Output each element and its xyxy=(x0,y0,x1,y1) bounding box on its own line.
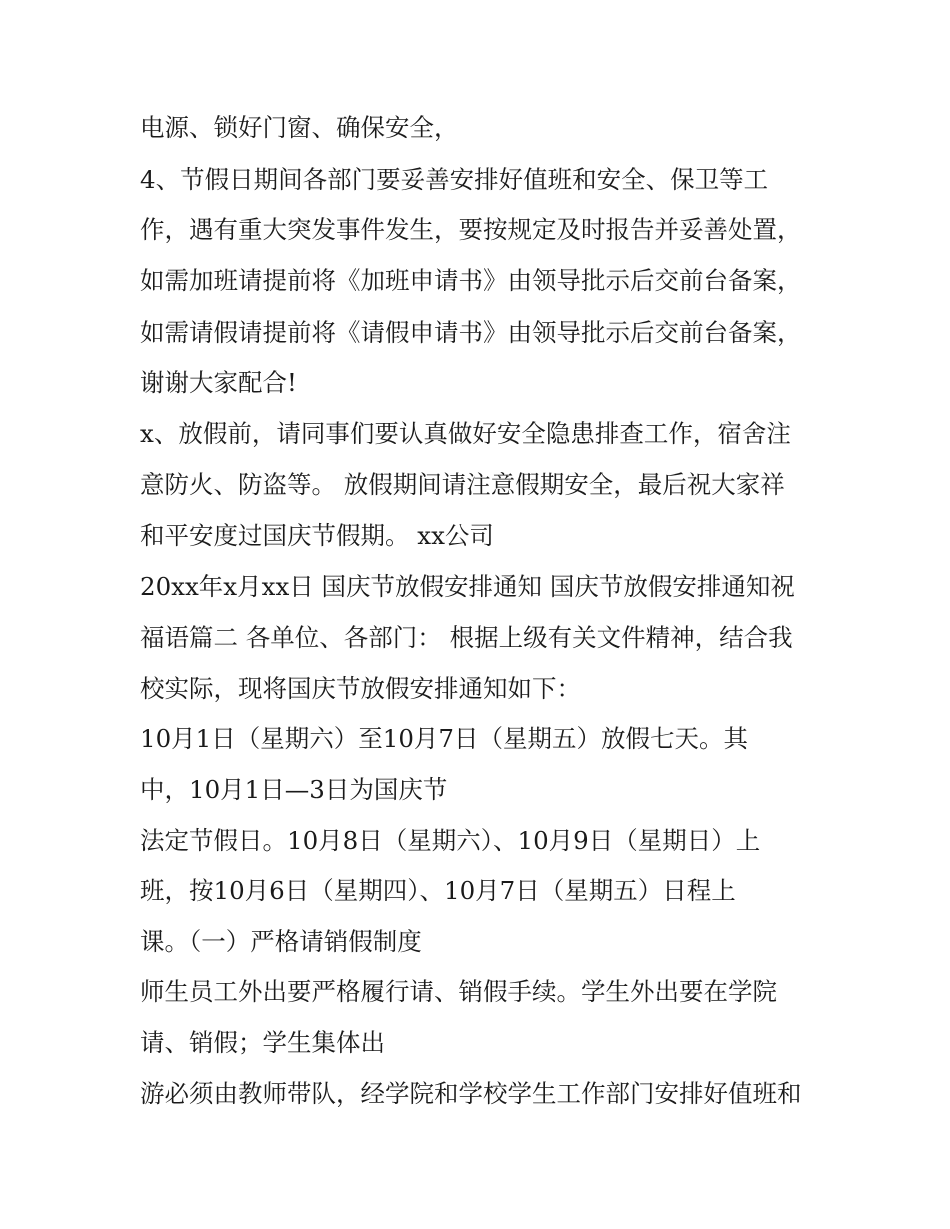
text-line: 法定节假日。10月8日（星期六）、10月9日（星期日）上 xyxy=(140,826,761,855)
text-line: 如需请假请提前将《请假申请书》由领导批示后交前台备案， xyxy=(140,318,802,347)
text-line: 意防火、防盗等。 放假期间请注意假期安全，最后祝大家祥 xyxy=(140,470,785,499)
text-line: 师生员工外出要严格履行请、销假手续。学生外出要在学院 xyxy=(140,977,777,1006)
text-line: 课。（一）严格请销假制度 xyxy=(140,927,422,956)
text-line: 谢谢大家配合! xyxy=(140,368,297,397)
text-line: 20xx年x月xx日 国庆节放假安排通知 国庆节放假安排通知祝 xyxy=(140,572,795,601)
text-line: 游必须由教师带队，经学院和学校学生工作部门安排好值班和 xyxy=(140,1079,802,1108)
text-line: 作，遇有重大突发事件发生，要按规定及时报告并妥善处置， xyxy=(140,215,802,244)
text-line: 福语篇二 各单位、各部门： 根据上级有关文件精神，结合我 xyxy=(140,623,793,652)
text-line: 校实际，现将国庆节放假安排通知如下： xyxy=(140,674,581,703)
text-line: 电源、锁好门窗、确保安全， xyxy=(140,113,459,142)
text-line: 和平安度过国庆节假期。 xx公司 xyxy=(140,521,494,550)
text-line: x、放假前，请同事们要认真做好安全隐患排查工作，宿舍注 xyxy=(140,419,791,448)
text-line: 班，按10月6日（星期四）、10月7日（星期五）日程上 xyxy=(140,876,736,905)
text-line: 请、销假；学生集体出 xyxy=(140,1028,385,1057)
text-line: 10月1日（星期六）至10月7日（星期五）放假七天。其 xyxy=(140,724,749,753)
text-line: 中，10月1日—3日为国庆节 xyxy=(140,775,448,804)
text-line: 如需加班请提前将《加班申请书》由领导批示后交前台备案， xyxy=(140,266,802,295)
text-line: 4、节假日期间各部门要妥善安排好值班和安全、保卫等工 xyxy=(140,165,769,194)
